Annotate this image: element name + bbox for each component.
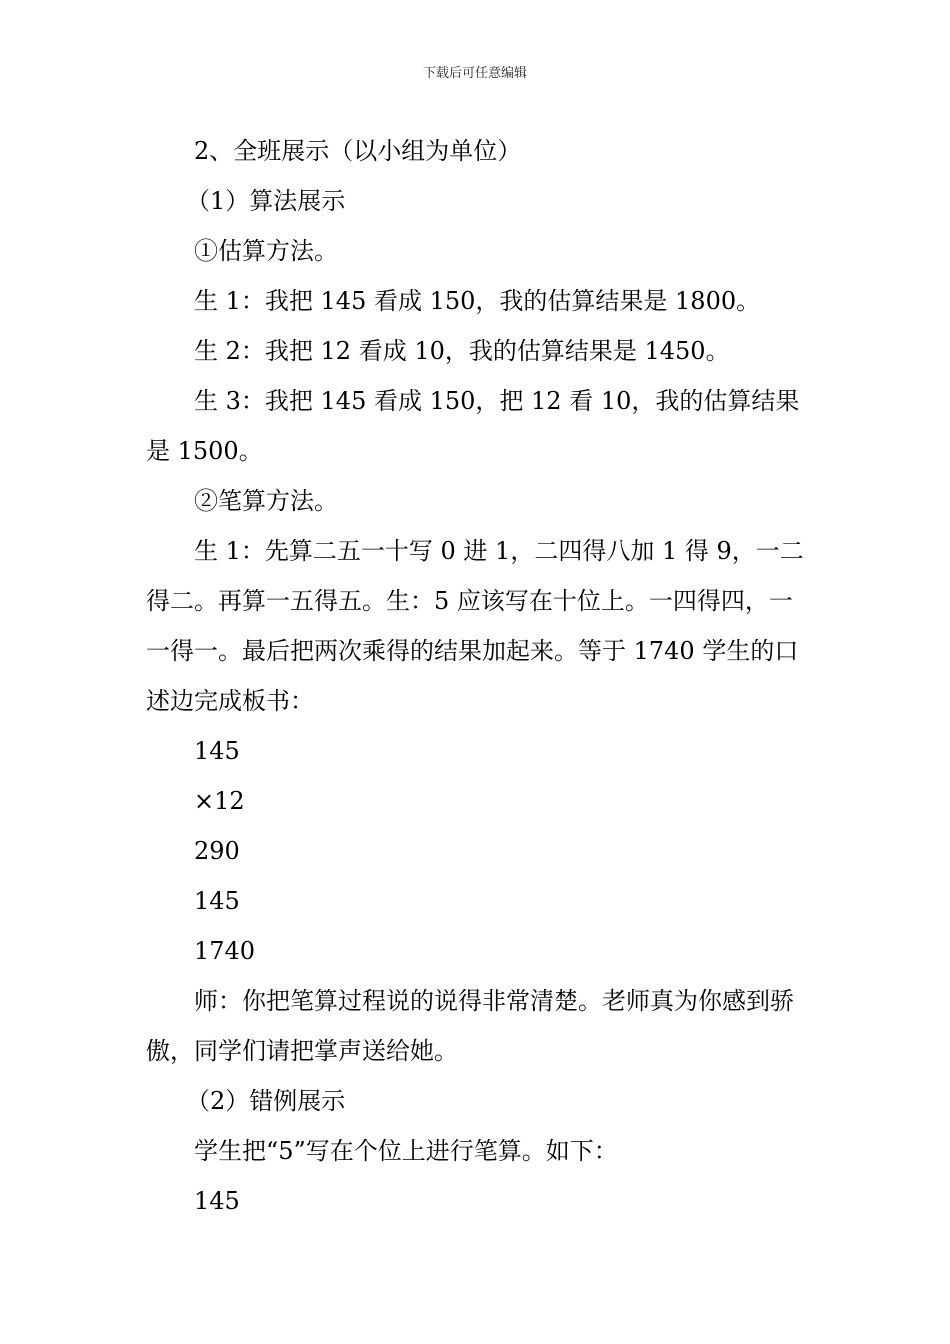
calc-line: 290 (194, 837, 240, 865)
paragraph: 生 2：我把 12 看成 10，我的估算结果是 1450。 (194, 337, 730, 365)
paragraph: 生 1：我把 145 看成 150，我的估算结果是 1800。 (194, 287, 761, 315)
paragraph: 师：你把笔算过程说的说得非常清楚。老师真为你感到骄傲，同学们请把掌声送给她。 (146, 987, 794, 1065)
calc-line: 145 (194, 887, 240, 915)
subsection-heading: （1）算法展示 (186, 187, 346, 215)
section-heading: 2、全班展示（以小组为单位） (194, 137, 522, 165)
calc-line: 145 (194, 1187, 240, 1215)
paragraph: 生 3：我把 145 看成 150，把 12 看 10，我的估算结果是 1500。 (146, 387, 800, 465)
paragraph: 学生把“5”写在个位上进行笔算。如下： (194, 1137, 618, 1165)
subsection-heading: （2）错例展示 (186, 1087, 346, 1115)
calc-line: ×12 (194, 787, 245, 815)
method-heading: ②笔算方法。 (194, 487, 338, 515)
calc-line: 145 (194, 737, 240, 765)
page-header: 下载后可任意编辑 (422, 66, 527, 81)
document-body (146, 126, 810, 1226)
paragraph: 生 1：先算二五一十写 0 进 1，二四得八加 1 得 9，一二得二。再算一五得五。生：5 应该写在十位上。一四得四，一一得一。最后把两次乘得的结果加起来。等于 1740 学生的口述边完成板书： (146, 537, 804, 715)
method-heading: ①估算方法。 (194, 237, 338, 265)
calc-line: 1740 (194, 937, 256, 965)
